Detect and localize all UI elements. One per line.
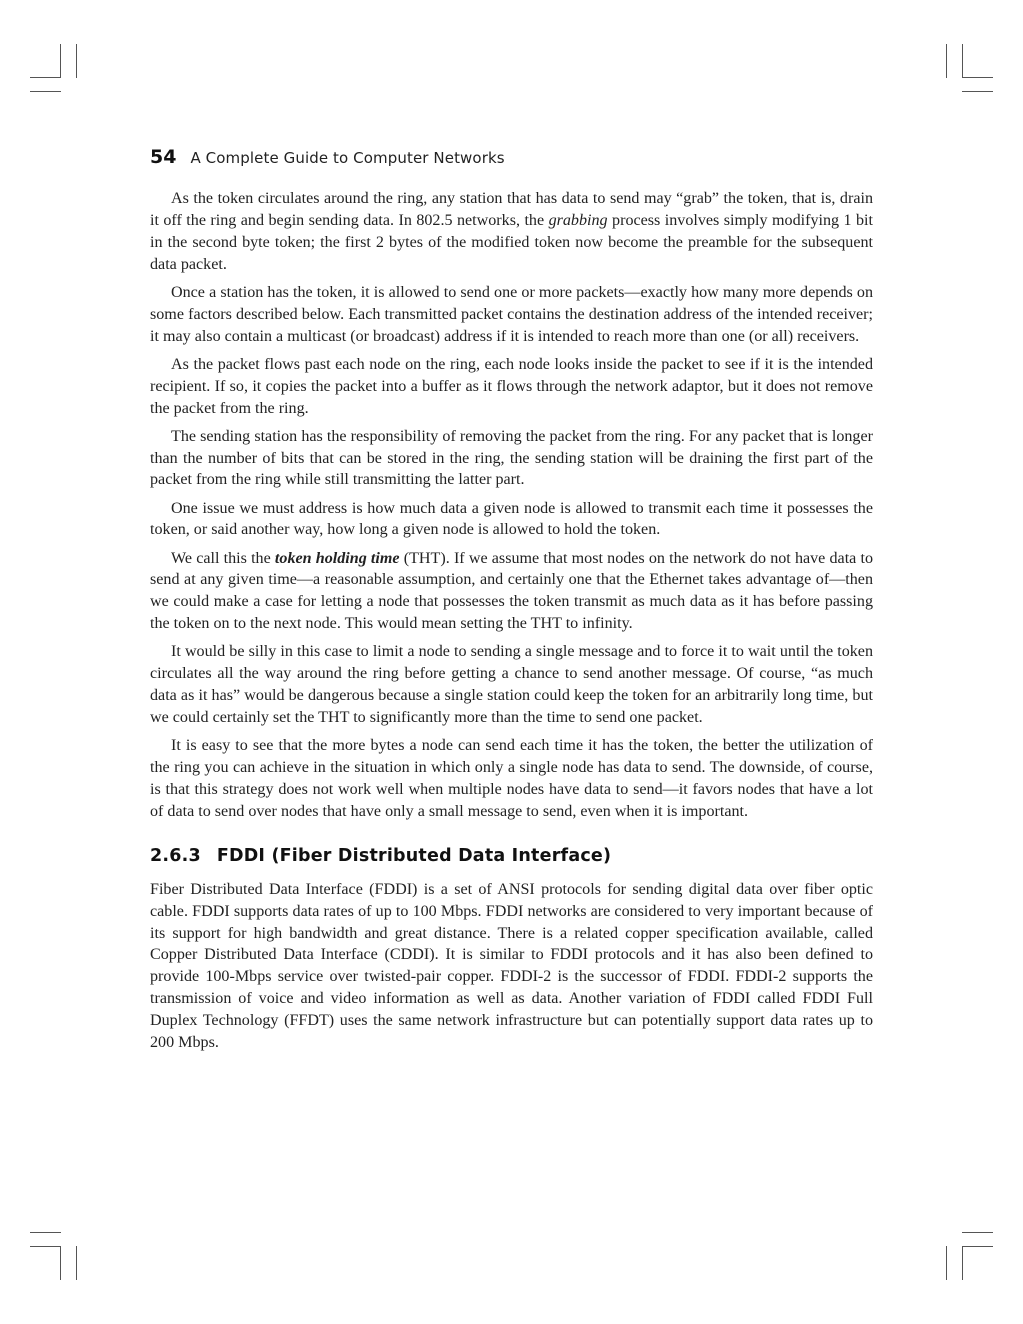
crop-mark (60, 44, 61, 78)
body-paragraph: We call this the token holding time (THT). If we assume that most nodes on the network do not have data to send at any given time—a reasonable assumption, and certainly one that the Ethernet takes advantage of—then we could make a case for letting a node that possesses the token transmit as much data as it has before passing the token on to the next node. This would mean setting the THT to infinity. (150, 549, 874, 633)
crop-mark (962, 1232, 993, 1233)
crop-mark (30, 1232, 61, 1233)
crop-mark (30, 77, 61, 78)
crop-mark (30, 91, 61, 92)
crop-mark (962, 44, 963, 78)
section-heading (150, 846, 873, 868)
crop-mark (76, 44, 77, 78)
crop-mark (30, 1246, 61, 1247)
crop-mark (946, 1246, 947, 1280)
body-paragraph: Once a station has the token, it is allowed to send one or more packets—exactly how many more depends on some factors described below. Each transmitted packet contains the destination address of the intended receiver; it may also contain a multicast (or broadcast) address if it is intended to reach more than one (or all) receivers. (150, 283, 873, 345)
body-paragraph: As the packet flows past each node on the ring, each node looks inside the packet to see if it is the intended recipient. If so, it copies the packet into a buffer as it flows through the network adaptor, but it does not remove the packet from the ring. (150, 355, 873, 417)
body-paragraph: It would be silly in this case to limit a node to sending a single message and to force it to wait until the token circulates all the way around the ring before getting a chance to send another message. Of course, “as much data as it has” would be dangerous because a single station could keep the token for an arbitrarily long time, but we could certainly set the THT to significantly more than the time to send one packet. (150, 643, 873, 727)
crop-mark (76, 1246, 77, 1280)
body-paragraph: One issue we must address is how much data a given node is allowed to transmit each time it possesses the token, or said another way, how long a given node is allowed to hold the token. (150, 499, 873, 539)
emphasis-grabbing: grabbing (548, 211, 608, 229)
crop-mark (962, 1246, 993, 1247)
body-paragraph: It is easy to see that the more bytes a node can send each time it has the token, the better the utilization of the ring you can achieve in the situation in which only a single node has data to send. The downside, of course, is that this strategy does not work well when multiple nodes have data to send—it favors nodes that have a lot of data to send over nodes that have only a small message to send, even when it is important. (150, 737, 873, 820)
crop-mark (962, 77, 993, 78)
section-title: FDDI (Fiber Distributed Data Interface) (216, 845, 612, 866)
section-number: 2.6.3 (150, 845, 201, 866)
section-paragraph: Fiber Distributed Data Interface (FDDI) is a set of ANSI protocols for sending digital data over fiber optic cable. FDDI supports data rates of up to 100 Mbps. FDDI networks are considered to very important because of its support for high bandwidth and great distance. There is a related copper specification available, called Copper Distributed Data Interface (CDDI). It is similar to FDDI protocols and it has also been defined to provide 100-Mbps service over twisted-pair copper. FDDI-2 is the successor of FDDI. FDDI-2 supports the transmission of voice and video information as well as data. Another variation of FDDI called FDDI Full Duplex Technology (FFDT) uses the same network infrastructure but can potentially support data rates up to 200 Mbps. (150, 880, 873, 1052)
page-header (150, 146, 890, 174)
body-paragraph: The sending station has the responsibility of removing the packet from the ring. For any packet that is longer than the number of bits that can be stored in the ring, the sending station will be draining the first part of the packet from the ring while still transmitting the latter part. (150, 427, 873, 489)
body-paragraph: As the token circulates around the ring, any station that has data to send may “grab” the token, that is, drain it off the ring and begin sending data. In 802.5 networks, the grabbing process involves simply modifying 1 bit in the second byte token; the first 2 bytes of the modified token now become the preamble for the subsequent data packet. (150, 190, 873, 273)
crop-mark (962, 91, 993, 92)
page-number: 54 (150, 146, 177, 168)
page-content (150, 188, 873, 1060)
crop-mark (962, 1246, 963, 1280)
crop-mark (946, 44, 947, 78)
key-term: token holding time (274, 549, 400, 567)
running-title: A Complete Guide to Computer Networks (190, 149, 505, 167)
crop-mark (60, 1246, 61, 1280)
